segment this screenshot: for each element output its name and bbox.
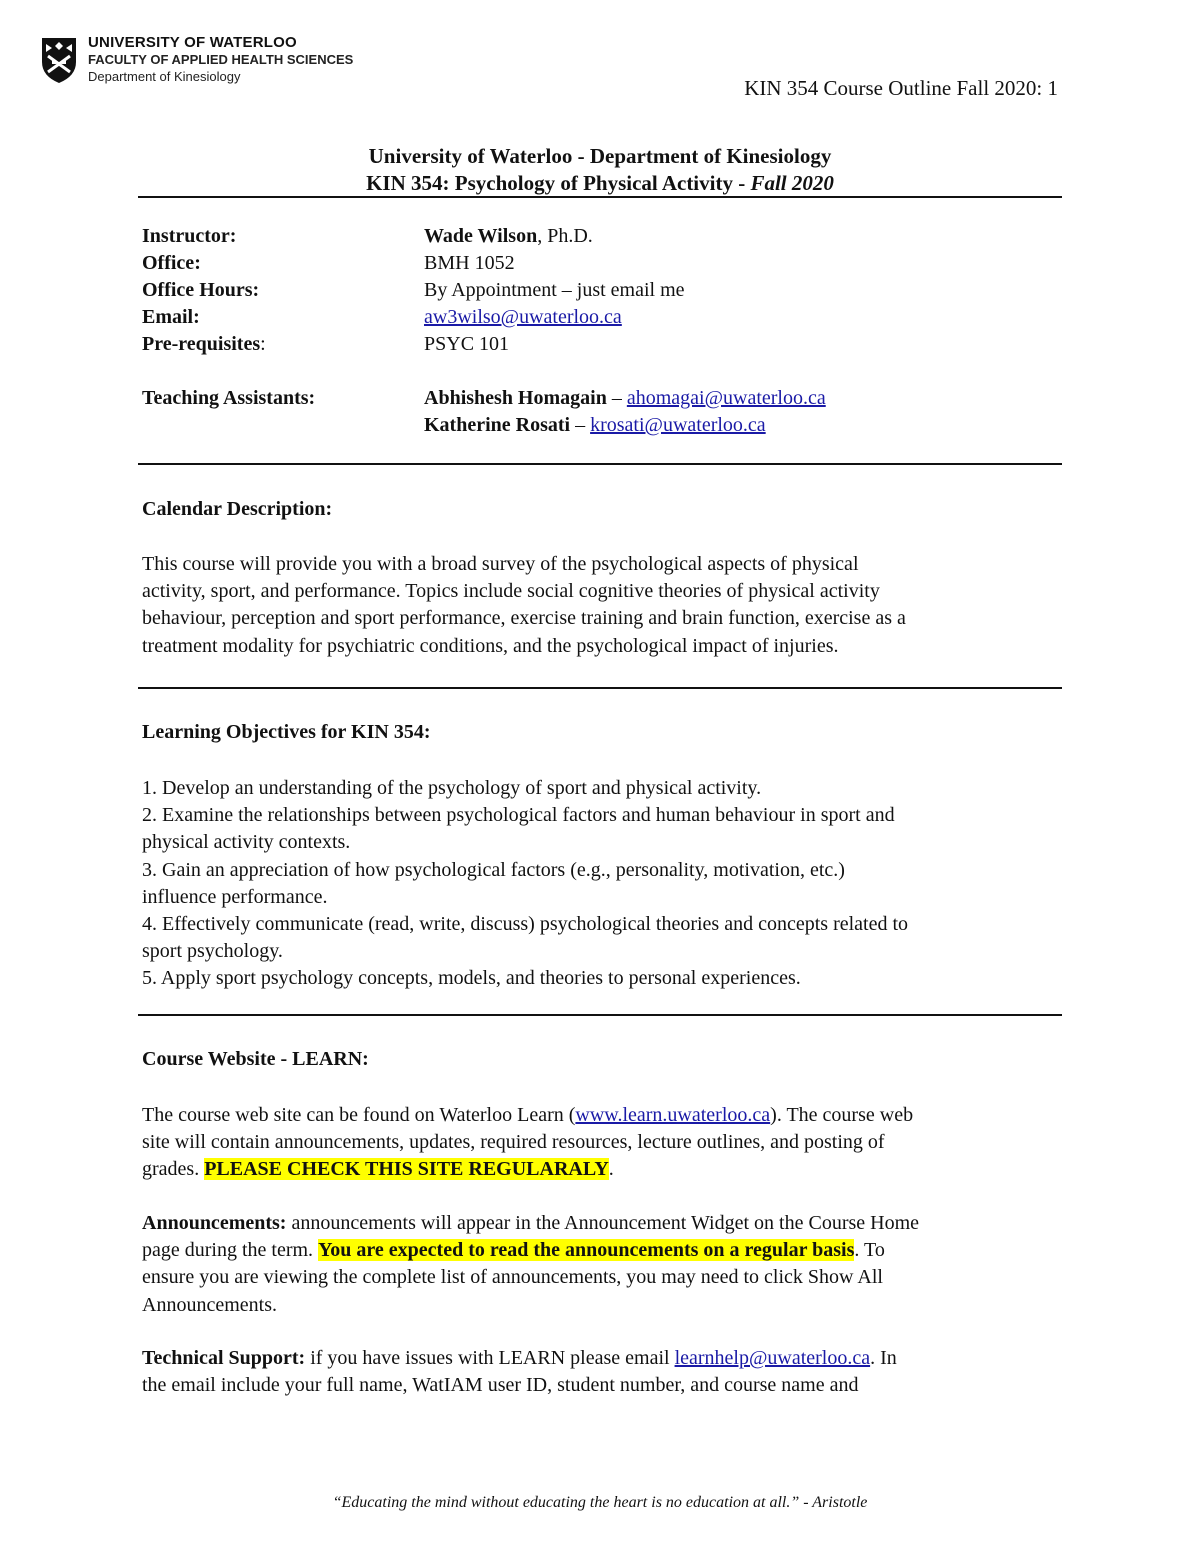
objective-line: physical activity contexts. bbox=[142, 831, 351, 854]
ta-separator: – bbox=[606, 387, 627, 409]
ta-name: Abhishesh Homagain bbox=[424, 387, 607, 409]
calendar-line: activity, sport, and performance. Topics include social cognitive theories of physical activity bbox=[142, 580, 880, 603]
announcements-text-part: page during the term. bbox=[142, 1239, 319, 1262]
instructor-email-link[interactable]: aw3wilso@uwaterloo.ca bbox=[424, 306, 622, 328]
ta-email-link[interactable]: ahomagai@uwaterloo.ca bbox=[626, 387, 826, 409]
announcements-line bbox=[142, 1210, 1064, 1237]
announcements-text-part: announcements will appear in the Announcement Widget on the Course Home bbox=[286, 1212, 920, 1234]
technical-support-text bbox=[142, 1345, 1064, 1399]
divider bbox=[138, 1014, 1062, 1016]
ta-entry bbox=[424, 412, 766, 439]
tech-support-line bbox=[142, 1345, 1064, 1372]
logo-faculty-name: FACULTY OF APPLIED HEALTH SCIENCES bbox=[88, 52, 354, 67]
tech-support-text-part: if you have issues with LEARN please email bbox=[305, 1347, 675, 1369]
website-text: ). The course web bbox=[770, 1104, 914, 1126]
logo-university-name: UNIVERSITY OF WATERLOO bbox=[88, 34, 297, 51]
divider bbox=[138, 463, 1062, 465]
website-text: grades. bbox=[142, 1158, 205, 1181]
course-website-title: Course Website - LEARN: bbox=[142, 1048, 369, 1070]
footer-quote: “Educating the mind without educating the heart is no education at all.” - Aristotle bbox=[332, 1494, 868, 1511]
learning-objectives-list bbox=[142, 775, 1064, 993]
prerequisites-label-colon: : bbox=[260, 333, 266, 355]
learning-objectives-title: Learning Objectives for KIN 354: bbox=[142, 721, 431, 743]
website-line: site will contain announcements, updates, required resources, lecture outlines, and posting of bbox=[142, 1131, 885, 1154]
instructor-value bbox=[424, 223, 593, 250]
announcements-highlight: You are expected to read the announcements on a regular basis bbox=[318, 1239, 855, 1262]
office-hours-value: By Appointment – just email me bbox=[424, 279, 685, 301]
calendar-line: behaviour, perception and sport performance, exercise training and brain function, exercise as a bbox=[142, 607, 906, 630]
check-site-highlight: PLEASE CHECK THIS SITE REGULARALY bbox=[204, 1158, 609, 1181]
calendar-description-title: Calendar Description: bbox=[142, 498, 333, 520]
announcements-line: ensure you are viewing the complete list of announcements, you may need to click Show All bbox=[142, 1266, 883, 1289]
website-line bbox=[142, 1102, 1064, 1129]
divider bbox=[138, 196, 1062, 198]
teaching-assistants-label: Teaching Assistants: bbox=[142, 387, 316, 409]
university-logo bbox=[40, 34, 380, 94]
page-header-label: KIN 354 Course Outline Fall 2020: 1 bbox=[744, 76, 1058, 100]
announcements-text-part: . To bbox=[854, 1239, 885, 1262]
objective-line: influence performance. bbox=[142, 885, 328, 908]
announcements-line: Announcements. bbox=[142, 1293, 277, 1316]
objective-line: 3. Gain an appreciation of how psychological factors (e.g., personality, motivation, etc.) bbox=[142, 858, 845, 881]
divider bbox=[138, 687, 1062, 689]
prerequisites-label bbox=[142, 331, 266, 358]
ta-entry bbox=[424, 385, 826, 412]
objective-line: 4. Effectively communicate (read, write, discuss) psychological theories and concepts related to bbox=[142, 913, 909, 936]
office-hours-label: Office Hours: bbox=[142, 279, 260, 301]
course-website-text bbox=[142, 1102, 1064, 1184]
learn-website-link[interactable]: www.learn.uwaterloo.ca bbox=[575, 1104, 771, 1126]
ta-email-link[interactable]: krosati@uwaterloo.ca bbox=[590, 414, 766, 436]
document-title bbox=[138, 143, 1062, 197]
technical-support-label: Technical Support: bbox=[142, 1347, 306, 1369]
website-line bbox=[142, 1156, 1064, 1183]
learnhelp-email-link[interactable]: learnhelp@uwaterloo.ca bbox=[674, 1347, 871, 1369]
office-value: BMH 1052 bbox=[424, 252, 515, 274]
title-line-1: University of Waterloo - Department of Kinesiology bbox=[368, 144, 832, 168]
website-text: . bbox=[608, 1158, 614, 1181]
ta-name: Katherine Rosati bbox=[424, 414, 571, 436]
announcements-text bbox=[142, 1210, 1064, 1319]
title-line-2 bbox=[138, 170, 1062, 197]
title-course-name: KIN 354: Psychology of Physical Activity - bbox=[366, 171, 751, 195]
tech-support-line: the email include your full name, WatIAM user ID, student number, and course name and bbox=[142, 1374, 859, 1397]
announcements-label: Announcements: bbox=[142, 1212, 287, 1234]
calendar-line: treatment modality for psychiatric conditions, and the psychological impact of injuries. bbox=[142, 634, 839, 657]
instructor-name: Wade Wilson bbox=[424, 225, 538, 247]
title-term: Fall 2020 bbox=[750, 171, 834, 195]
logo-department-name: Department of Kinesiology bbox=[88, 69, 241, 84]
instructor-degree: , Ph.D. bbox=[537, 225, 593, 247]
announcements-line bbox=[142, 1237, 1064, 1264]
objective-line: 2. Examine the relationships between psychological factors and human behaviour in sport and bbox=[142, 804, 895, 827]
email-label: Email: bbox=[142, 306, 200, 328]
ta-separator: – bbox=[570, 414, 591, 436]
prerequisites-value: PSYC 101 bbox=[424, 333, 510, 355]
objective-line: 1. Develop an understanding of the psychology of sport and physical activity. bbox=[142, 777, 762, 799]
prerequisites-label-text: Pre-requisites bbox=[142, 333, 261, 355]
office-label: Office: bbox=[142, 252, 201, 274]
objective-line: sport psychology. bbox=[142, 940, 283, 963]
calendar-description-text bbox=[142, 551, 1064, 660]
tech-support-text-part: . In bbox=[870, 1347, 897, 1369]
calendar-line: This course will provide you with a broad survey of the psychological aspects of physical bbox=[142, 553, 859, 575]
university-crest-icon bbox=[40, 36, 78, 84]
objective-line: 5. Apply sport psychology concepts, models, and theories to personal experiences. bbox=[142, 967, 801, 990]
website-text: The course web site can be found on Waterloo Learn ( bbox=[142, 1104, 576, 1126]
instructor-label: Instructor: bbox=[142, 225, 237, 247]
